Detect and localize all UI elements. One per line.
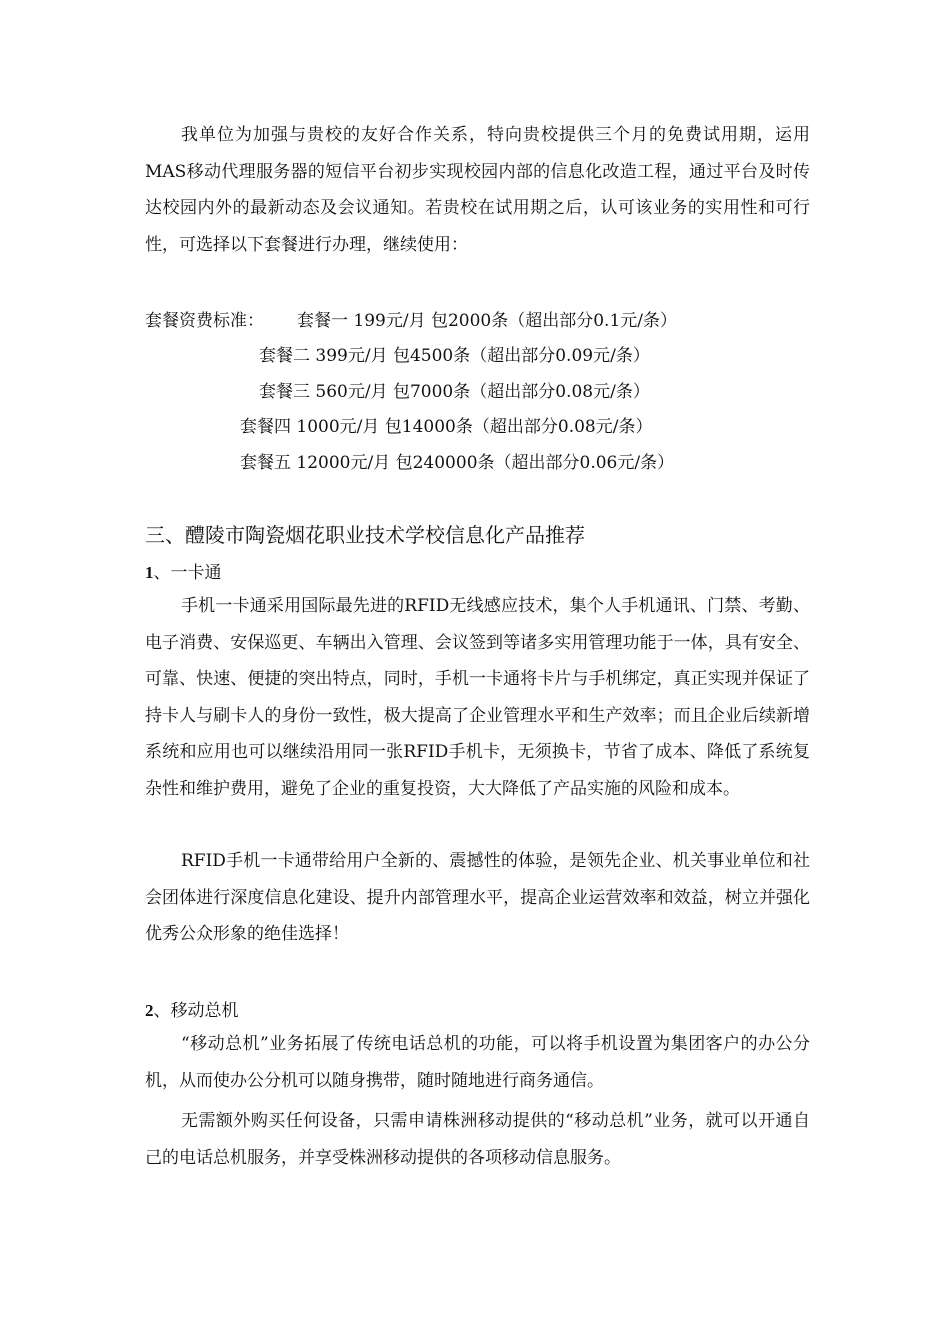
package-item: 套餐一 199元/月 包2000条（超出部分0.1元/条） — [297, 311, 678, 331]
card-paragraph-1: 手机一卡通采用国际最先进的RFID无线感应技术，集个人手机通讯、门禁、考勤、电子消费、安保巡更、车辆出入管理、会议签到等诸多实用管理功能于一体，具有安全、可靠、快速、便捷的突出特点，同时，手机一卡通将卡片与手机绑定，真正实现并保证了持卡人与刷卡人的身份一致性，极大提高了企业管理水平和生产效率；而且企业后续新增系统和应用也可以继续沿用同一张RFID手机卡，无须换卡，节省了成本、降低了系统复杂性和维护费用，避免了企业的重复投资，大大降低了产品实施的风险和成本。 — [145, 596, 810, 799]
subsection-number: 2 — [145, 1001, 154, 1020]
subsection-title-pbx — [145, 998, 810, 1024]
card-paragraph-2: RFID手机一卡通带给用户全新的、震撼性的体验，是领先企业、机关事业单位和社会团体进行深度信息化建设、提升内部管理水平，提高企业运营效率和效益，树立并强化优秀公众形象的绝佳选择！ — [145, 851, 810, 944]
pbx-paragraph-2: 无需额外购买任何设备，只需申请株洲移动提供的“移动总机”业务，就可以开通自己的电话总机服务，并享受株洲移动提供的各项移动信息服务。 — [145, 1111, 810, 1168]
package-label: 套餐资费标准： — [145, 311, 264, 331]
package-item: 套餐五 12000元/月 包240000条（超出部分0.06元/条） — [240, 453, 675, 473]
package-item: 套餐三 560元/月 包7000条（超出部分0.08元/条） — [259, 382, 650, 402]
subsection-label: 、移动总机 — [153, 1001, 239, 1021]
subsection-number: 1 — [145, 563, 154, 582]
subsection-label: 、一卡通 — [153, 563, 222, 583]
package-item: 套餐四 1000元/月 包14000条（超出部分0.08元/条） — [240, 417, 653, 437]
intro-paragraph: 我单位为加强与贵校的友好合作关系，特向贵校提供三个月的免费试用期，运用MAS移动代理服务器的短信平台初步实现校园内部的信息化改造工程，通过平台及时传达校园内外的最新动态及会议通知。若贵校在试用期之后，认可该业务的实用性和可行性，可选择以下套餐进行办理，继续使用： — [145, 125, 810, 255]
subsection-title-card — [145, 560, 810, 586]
section-title: 三、醴陵市陶瓷烟花职业技术学校信息化产品推荐 — [145, 523, 585, 547]
package-item: 套餐二 399元/月 包4500条（超出部分0.09元/条） — [259, 346, 650, 366]
pbx-paragraph-1: “移动总机”业务拓展了传统电话总机的功能，可以将手机设置为集团客户的办公分机，从而使办公分机可以随身携带，随时随地进行商务通信。 — [145, 1034, 810, 1091]
